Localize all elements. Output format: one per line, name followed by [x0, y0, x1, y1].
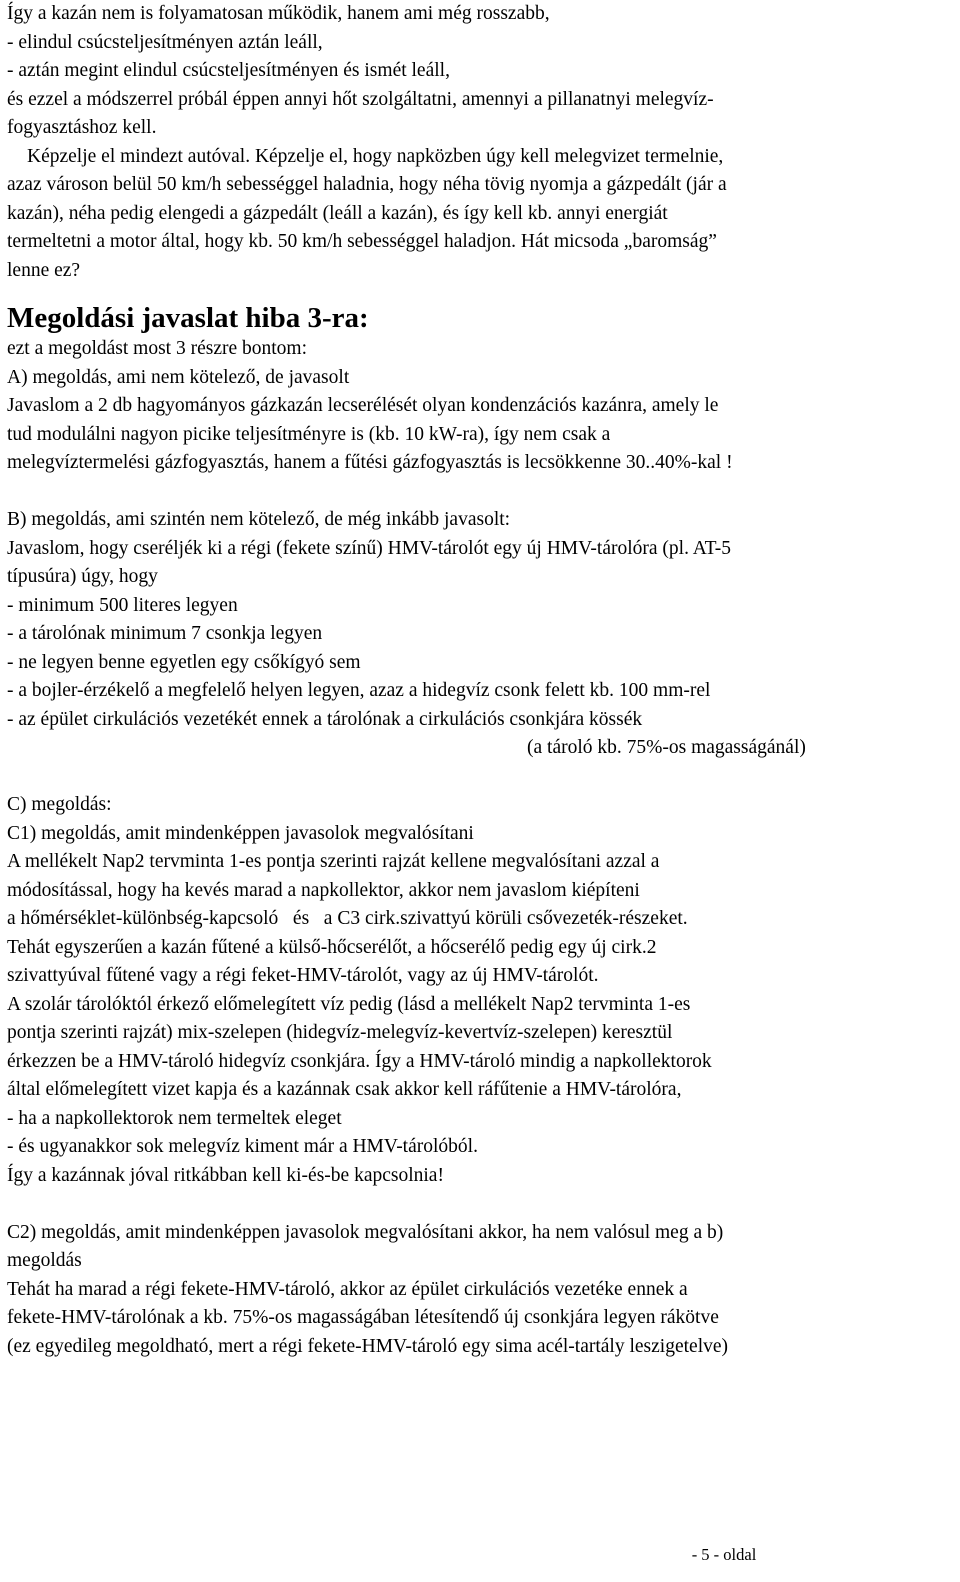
text-line: ezt a megoldást most 3 részre bontom: [7, 338, 308, 359]
solution-b-section [7, 506, 953, 763]
document-page [7, 0, 953, 1361]
text-line: Javaslom, hogy cseréljék ki a régi (fekete színű) HMV-tárolót egy új HMV-tárolóra (pl. AT-5 [7, 537, 732, 559]
text-line: (a tároló kb. 75%-os magasságánál) [527, 737, 806, 758]
text-line: Képzelje el mindezt autóval. Képzelje el, hogy napközben úgy kell melegvizet termelnie, [27, 145, 724, 167]
text-line: Tehát ha marad a régi fekete-HMV-tároló, akkor az épület cirkulációs vezetéke ennek a [7, 1278, 688, 1300]
text-line: fogyasztáshoz kell. [7, 117, 157, 138]
text-line: módosítással, hogy ha kevés marad a napkollektor, akkor nem javaslom kiépíteni [7, 879, 640, 901]
text-line: A szolár tárolóktól érkező előmelegített víz pedig (lásd a mellékelt Nap2 tervminta 1-es [7, 993, 691, 1015]
intro-paragraph [7, 0, 953, 143]
text-line: azaz városon belül 50 km/h sebességgel haladnia, hogy néha tövig nyomja a gázpedált (jár a [7, 174, 727, 195]
text-line: - aztán megint elindul csúcsteljesítményen és ismét leáll, [7, 60, 450, 81]
text-line: érkezzen be a HMV-tároló hidegvíz csonkjára. Így a HMV-tároló mindig a napkollektorok [7, 1050, 712, 1072]
paragraph-gap [7, 1190, 953, 1219]
text-line: (ez egyedileg megoldható, mert a régi fekete-HMV-tároló egy sima acél-tartály leszigetelve) [7, 1335, 729, 1357]
text-line: és ezzel a módszerrel próbál éppen annyi hőt szolgáltatni, amennyi a pillanatnyi melegvíz- [7, 88, 714, 110]
text-line: által előmelegített vizet kapja és a kazánnak csak akkor kell ráfűtenie a HMV-tárolóra, [7, 1079, 682, 1100]
page-number: - 5 - oldal [691, 1545, 757, 1564]
text-line: B) megoldás, ami szintén nem kötelező, de még inkább javasolt: [7, 509, 511, 530]
car-analogy-paragraph [7, 143, 953, 286]
text-line: - elindul csúcsteljesítményen aztán leáll, [7, 31, 323, 53]
text-line: Javaslom a 2 db hagyományos gázkazán lecserélését olyan kondenzációs kazánra, amely le [7, 395, 719, 416]
text-line: kazán), néha pedig elengedi a gázpedált (leáll a kazán), és így kell kb. annyi energiát [7, 202, 668, 224]
text-line: termeltetni a motor által, hogy kb. 50 km/h sebességgel haladjon. Hát micsoda „baromság” [7, 231, 717, 252]
text-line: Így a kazán nem is folyamatosan működik, hanem ami még rosszabb, [7, 3, 550, 24]
text-line: C) megoldás: [7, 794, 112, 815]
text-line: a hőmérséklet-különbség-kapcsoló és a C3 cirk.szivattyú körüli csővezeték-részeket. [7, 908, 688, 929]
text-line: tud modulálni nagyon picike teljesítményre is (kb. 10 kW-ra), így nem csak a [7, 423, 611, 445]
text-line: melegvíztermelési gázfogyasztás, hanem a fűtési gázfogyasztás is lecsökkenne 30..40%-kal ! [7, 452, 733, 473]
list-item: - ne legyen benne egyetlen egy csőkígyó sem [7, 651, 361, 673]
page-footer [0, 1544, 960, 1566]
solution-c-section [7, 791, 953, 1190]
paragraph-gap [7, 478, 953, 507]
list-item: - minimum 500 literes legyen [7, 594, 238, 616]
text-line: lenne ez? [7, 259, 81, 281]
list-item: - a bojler-érzékelő a megfelelő helyen legyen, azaz a hidegvíz csonk felett kb. 100 mm-rel [7, 680, 711, 701]
solution-a-section [7, 335, 953, 478]
section-heading: Megoldási javaslat hiba 3-ra: [7, 302, 369, 334]
list-item: - ha a napkollektorok nem termeltek eleget [7, 1107, 342, 1129]
list-item: - a tárolónak minimum 7 csonkja legyen [7, 623, 323, 644]
solution-c2-section [7, 1219, 953, 1362]
text-line: fekete-HMV-tárolónak a kb. 75%-os magasságában létesítendő új csonkjára legyen rákötve [7, 1307, 719, 1328]
list-item: - az épület cirkulációs vezetékét ennek a tárolónak a cirkulációs csonkjára kössék [7, 708, 643, 730]
text-line: C2) megoldás, amit mindenképpen javasolok megvalósítani akkor, ha nem valósul meg a b) [7, 1221, 724, 1243]
text-line: szivattyúval fűtené vagy a régi feket-HMV-tárolót, vagy az új HMV-tárolót. [7, 965, 599, 986]
list-item: - és ugyanakkor sok melegvíz kiment már a HMV-tárolóból. [7, 1136, 478, 1157]
text-line: A mellékelt Nap2 tervminta 1-es pontja szerinti rajzát kellene megvalósítani azzal a [7, 851, 660, 872]
text-line: C1) megoldás, amit mindenképpen javasolok megvalósítani [7, 822, 474, 844]
text-line: típusúra) úgy, hogy [7, 566, 158, 587]
text-line: pontja szerinti rajzát) mix-szelepen (hidegvíz-melegvíz-kevertvíz-szelepen) keresztül [7, 1022, 673, 1043]
text-line: Tehát egyszerűen a kazán fűtené a külső-hőcserélőt, a hőcserélő pedig egy új cirk.2 [7, 936, 657, 958]
text-line: Így a kazánnak jóval ritkábban kell ki-és-be kapcsolnia! [7, 1164, 444, 1186]
paragraph-gap [7, 763, 953, 792]
text-line: megoldás [7, 1250, 82, 1271]
text-line: A) megoldás, ami nem kötelező, de javasolt [7, 366, 350, 388]
